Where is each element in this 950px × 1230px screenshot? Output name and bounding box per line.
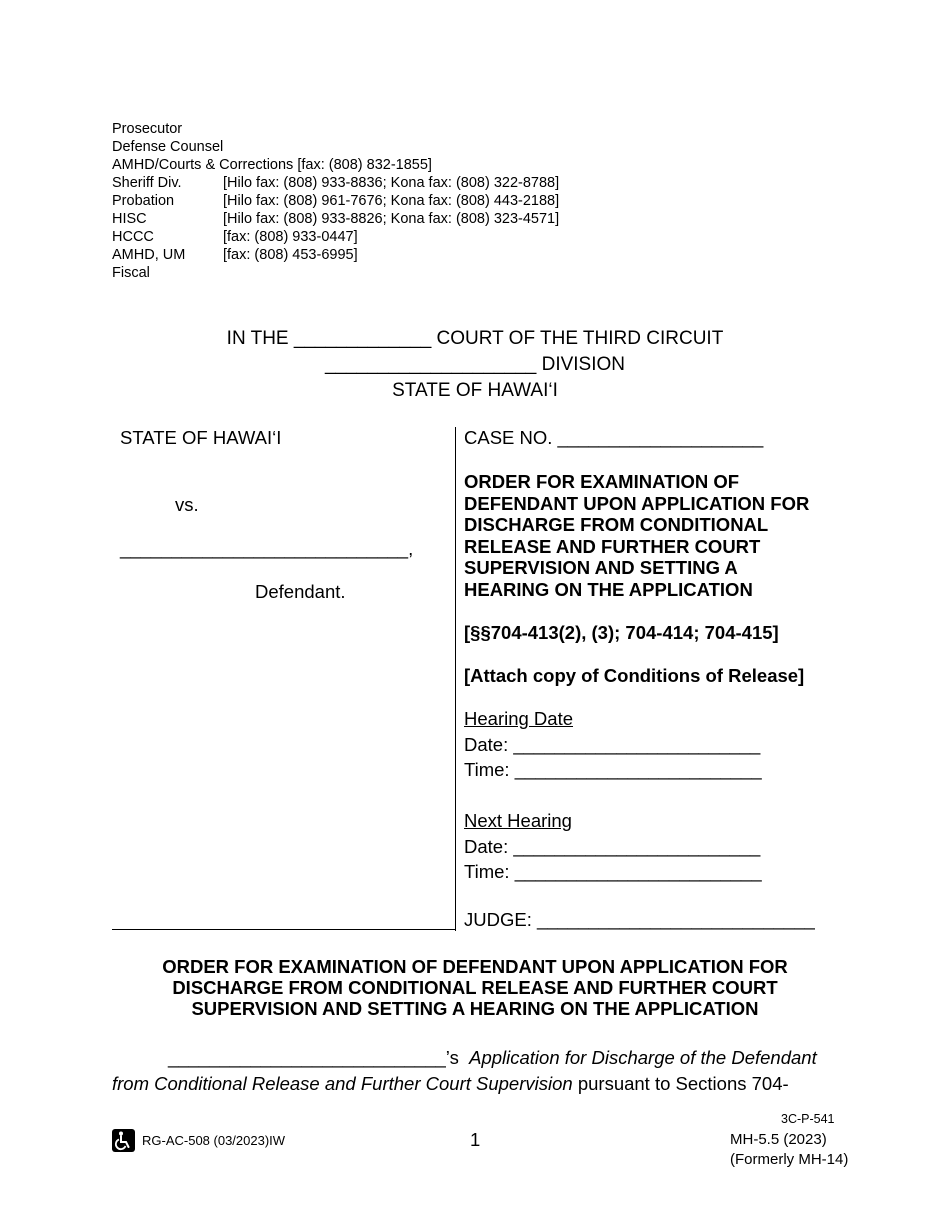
page-number: 1 [470, 1129, 481, 1150]
distribution-label: Probation [112, 193, 175, 209]
distribution-fax: [fax: (808) 453-6995] [223, 247, 358, 263]
state-line: STATE OF HAWAI‘I [392, 380, 558, 401]
distribution-row [112, 156, 559, 174]
case-title-line: ORDER FOR EXAMINATION OF [464, 471, 740, 492]
plaintiff-name: STATE OF HAWAI‘I [120, 427, 282, 448]
distribution-row [112, 264, 559, 282]
versus-label: vs. [175, 494, 199, 515]
judge-field[interactable]: JUDGE: ___________________________ [464, 909, 815, 930]
distribution-label: Sheriff Div. [112, 175, 182, 191]
distribution-row [112, 192, 559, 210]
statute-text: pursuant to Sections 704- [572, 1073, 789, 1094]
case-title-line: DISCHARGE FROM CONDITIONAL [464, 514, 769, 535]
form-code-top: 3C-P-541 [781, 1112, 835, 1126]
accessibility-icon [112, 1129, 135, 1152]
hearing-date-field[interactable]: Date: ________________________ [464, 734, 761, 755]
application-title: Application for Discharge of the Defendant [469, 1047, 817, 1068]
next-hearing-heading: Next Hearing [464, 810, 572, 831]
order-title-line: ORDER FOR EXAMINATION OF DEFENDANT UPON APPLICATION FOR [162, 956, 788, 977]
distribution-fax: [Hilo fax: (808) 933-8836; Kona fax: (808) 322-8788] [223, 175, 560, 191]
distribution-label: Fiscal [112, 265, 150, 281]
distribution-row [112, 228, 559, 246]
order-title-line: SUPERVISION AND SETTING A HEARING ON THE APPLICATION [191, 998, 759, 1019]
hearing-time-field[interactable]: Time: ________________________ [464, 759, 762, 780]
form-number: MH-5.5 (2023) [730, 1131, 827, 1148]
distribution-row [112, 138, 559, 156]
order-title [100, 956, 850, 1019]
caption-divider-vertical [455, 427, 456, 931]
distribution-label: AMHD/Courts & Corrections [fax: (808) 832-1855] [112, 157, 432, 173]
case-title-line: HEARING ON THE APPLICATION [464, 578, 753, 600]
case-title-line: SUPERVISION AND SETTING A [464, 557, 738, 578]
statute-reference: [§§704-413(2), (3); 704-414; 704-415] [464, 622, 779, 643]
case-title [464, 471, 844, 600]
distribution-label: Prosecutor [112, 121, 183, 137]
distribution-fax: [fax: (808) 933-0447] [223, 229, 358, 245]
applicant-name-field[interactable]: ___________________________’s [168, 1047, 459, 1068]
defendant-name-field[interactable]: ____________________________, [120, 538, 414, 559]
order-title-line: DISCHARGE FROM CONDITIONAL RELEASE AND FURTHER COURT [172, 977, 778, 998]
form-code: RG-AC-508 (03/2023)IW [142, 1133, 286, 1148]
defendant-label: Defendant. [255, 581, 346, 602]
distribution-row [112, 210, 559, 228]
distribution-label: AMHD, UM [112, 247, 186, 263]
next-hearing-date-field[interactable]: Date: ________________________ [464, 836, 761, 857]
case-title-line: RELEASE AND FURTHER COURT [464, 535, 761, 557]
application-title-cont: from Conditional Release and Further Court Supervision [112, 1073, 573, 1094]
distribution-fax: [Hilo fax: (808) 961-7676; Kona fax: (808) 443-2188] [223, 193, 560, 209]
formerly-number: (Formerly MH-14) [730, 1151, 849, 1168]
distribution-row [112, 246, 559, 264]
distribution-row [112, 120, 559, 138]
next-hearing-time-field[interactable]: Time: ________________________ [464, 861, 762, 882]
distribution-label: HISC [112, 211, 147, 227]
body-line-1 [168, 1047, 817, 1069]
body-line-2 [112, 1073, 789, 1095]
case-title-line: DEFENDANT UPON APPLICATION FOR [464, 492, 810, 514]
distribution-label: Defense Counsel [112, 139, 224, 155]
distribution-list [112, 120, 559, 282]
attach-instruction: [Attach copy of Conditions of Release] [464, 665, 805, 686]
division-line: ____________________ DIVISION [324, 354, 626, 375]
caption-divider-horizontal [112, 929, 456, 930]
distribution-label: HCCC [112, 229, 154, 245]
court-line: IN THE _____________ COURT OF THE THIRD CIRCUIT [226, 328, 724, 349]
case-number-field[interactable]: CASE NO. ____________________ [464, 427, 764, 448]
distribution-fax: [Hilo fax: (808) 933-8826; Kona fax: (808) 323-4571] [223, 211, 560, 227]
distribution-row [112, 174, 559, 192]
hearing-date-heading: Hearing Date [464, 708, 574, 729]
